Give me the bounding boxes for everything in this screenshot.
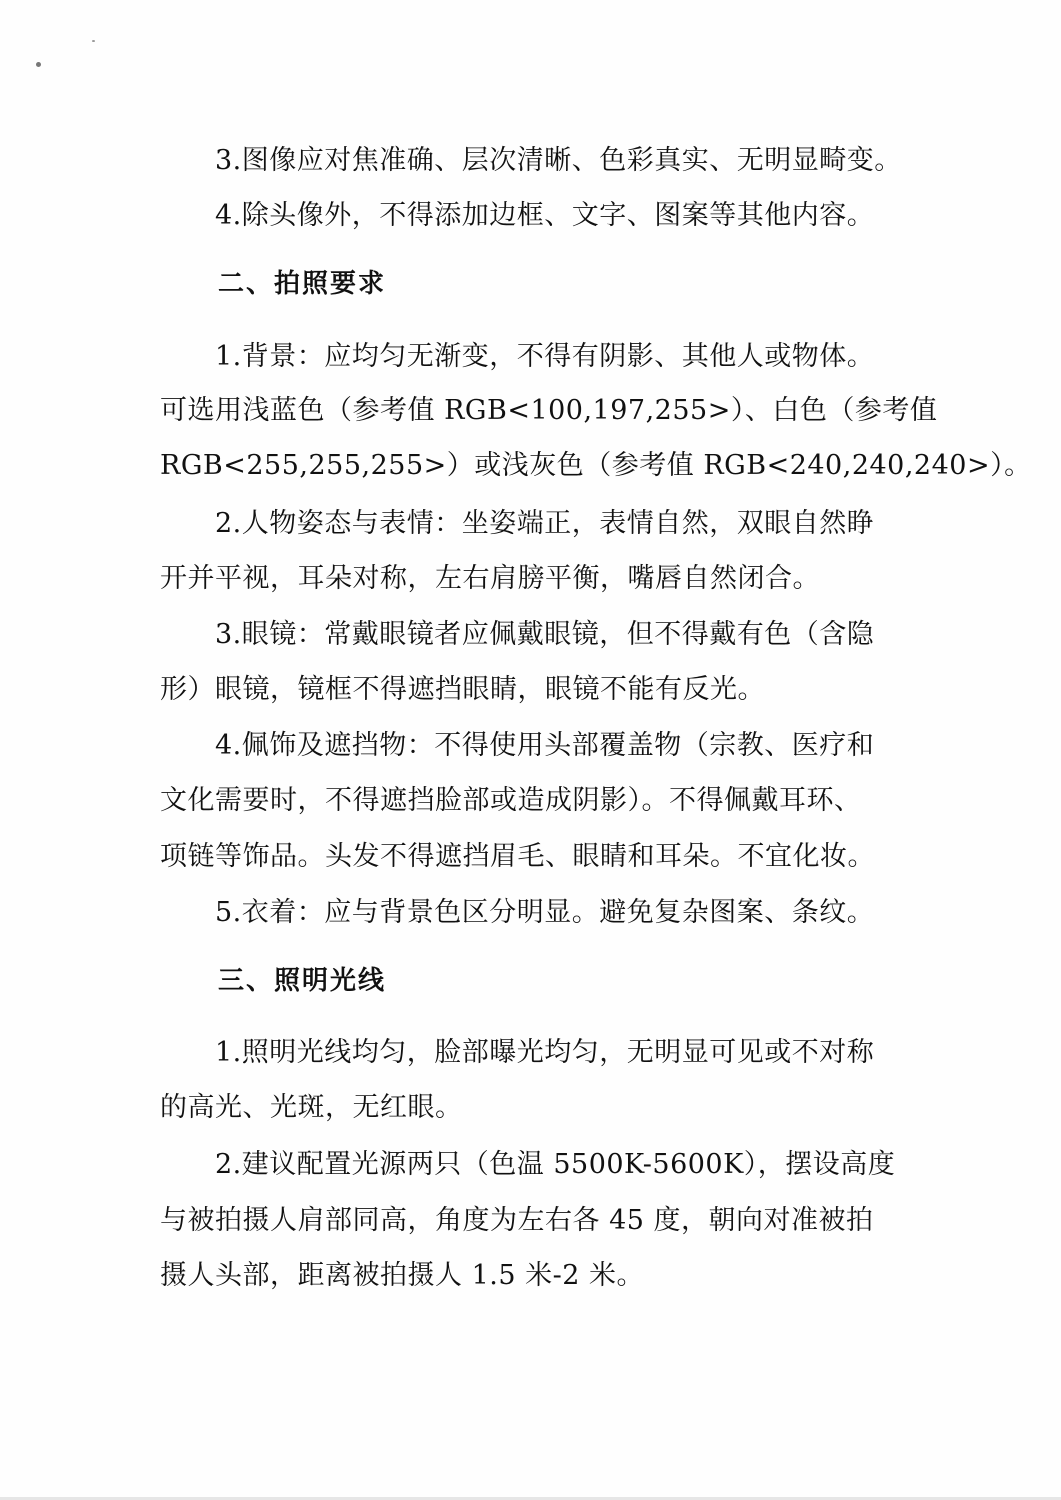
scan-speck bbox=[92, 40, 95, 42]
paragraph-line: 4.佩饰及遮挡物：不得使用头部覆盖物（宗教、医疗和 bbox=[215, 730, 875, 761]
paragraph-line: RGB<255,255,255>）或浅灰色（参考值 RGB<240,240,240>）。 bbox=[160, 450, 1032, 481]
paragraph-line: 5.衣着：应与背景色区分明显。避免复杂图案、条纹。 bbox=[215, 897, 875, 928]
section-heading: 二、拍照要求 bbox=[218, 269, 387, 299]
paragraph-line: 1.背景：应均匀无渐变，不得有阴影、其他人或物体。 bbox=[215, 341, 875, 372]
paragraph-line: 开并平视，耳朵对称，左右肩膀平衡，嘴唇自然闭合。 bbox=[160, 563, 820, 594]
paragraph-line: 2.人物姿态与表情：坐姿端正，表情自然，双眼自然睁 bbox=[215, 508, 875, 539]
scan-speck bbox=[36, 62, 41, 67]
paragraph-line: 形）眼镜，镜框不得遮挡眼睛，眼镜不能有反光。 bbox=[160, 674, 765, 705]
paragraph-line: 的高光、光斑，无红眼。 bbox=[160, 1092, 463, 1123]
paragraph-line: 摄人头部，距离被拍摄人 1.5 米-2 米。 bbox=[160, 1260, 644, 1291]
paragraph-line: 可选用浅蓝色（参考值 RGB<100,197,255>）、白色（参考值 bbox=[160, 395, 938, 426]
paragraph-line: 与被拍摄人肩部同高，角度为左右各 45 度，朝向对准被拍 bbox=[160, 1205, 874, 1236]
section-heading: 三、照明光线 bbox=[218, 966, 387, 996]
paragraph-line: 4.除头像外，不得添加边框、文字、图案等其他内容。 bbox=[215, 200, 875, 231]
paragraph-line: 3.图像应对焦准确、层次清晰、色彩真实、无明显畸变。 bbox=[215, 145, 902, 176]
paragraph-line: 1.照明光线均匀，脸部曝光均匀，无明显可见或不对称 bbox=[215, 1037, 875, 1068]
paragraph-line: 文化需要时，不得遮挡脸部或造成阴影）。不得佩戴耳环、 bbox=[160, 785, 862, 816]
paragraph-line: 3.眼镜：常戴眼镜者应佩戴眼镜，但不得戴有色（含隐 bbox=[215, 619, 875, 650]
paragraph-line: 2.建议配置光源两只（色温 5500K-5600K），摆设高度 bbox=[215, 1149, 896, 1180]
paragraph-line: 项链等饰品。头发不得遮挡眉毛、眼睛和耳朵。不宜化妆。 bbox=[160, 841, 875, 872]
